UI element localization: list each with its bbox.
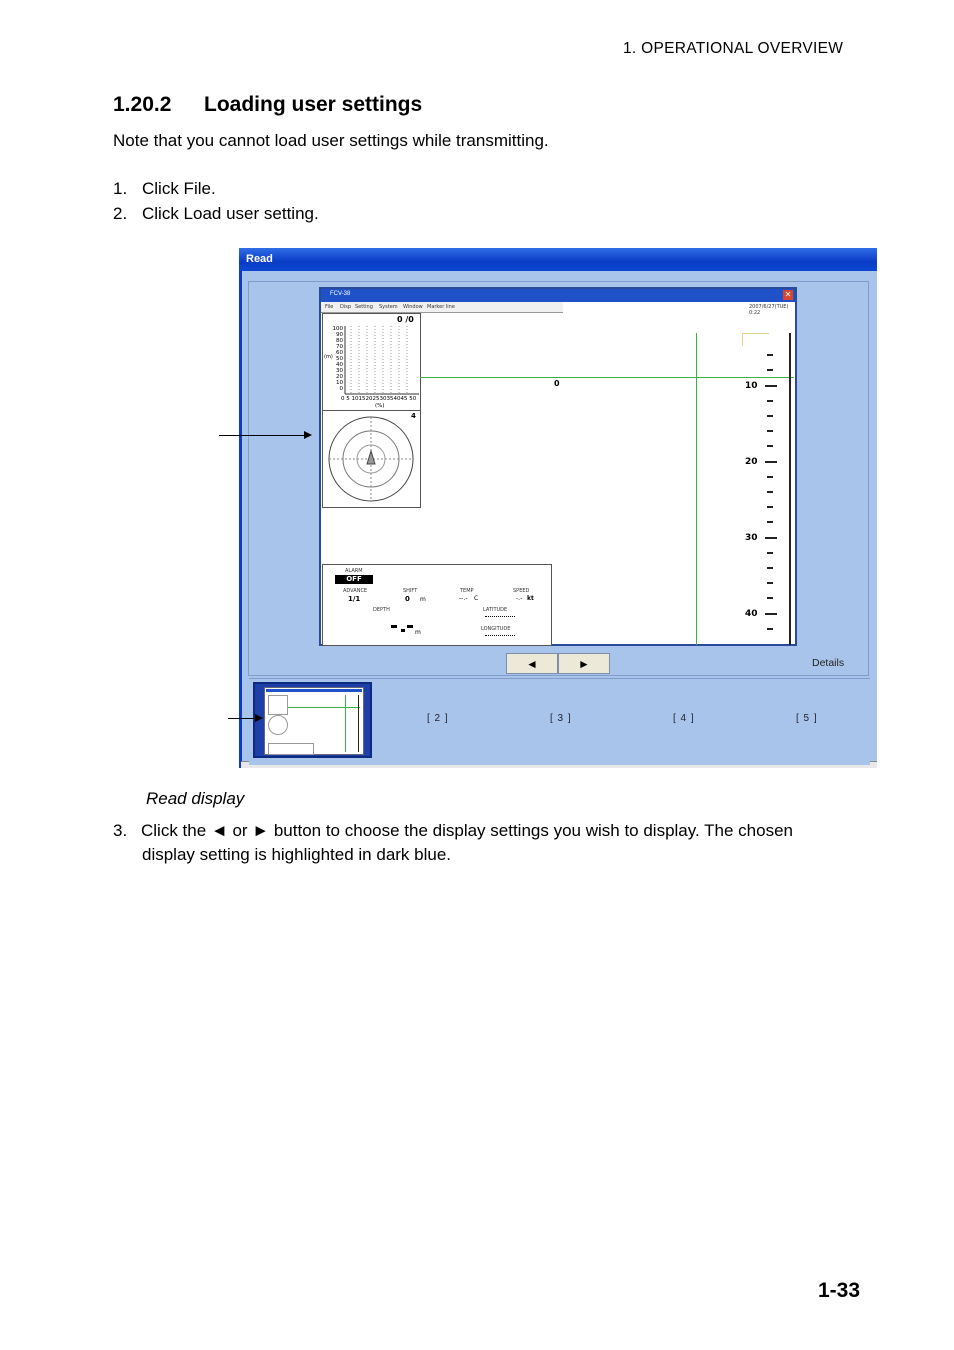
menu-setting[interactable]: Setting (355, 304, 373, 310)
shift-label: SHIFT (403, 588, 418, 594)
display-preview (319, 287, 797, 646)
speed-value: -.- (516, 595, 523, 602)
depth-dash2 (407, 625, 413, 628)
depth-marker: 0 (554, 379, 560, 388)
app-title: FCV-38 (330, 291, 351, 297)
section-title: Loading user settings (204, 93, 423, 116)
note-text: Note that you cannot load user settings while transmitting. (113, 131, 549, 150)
speed-label: SPEED (513, 588, 530, 594)
alarm-label: ALARM (345, 568, 363, 574)
window-titlebar (239, 248, 877, 271)
horizontal-marker-line (420, 377, 794, 378)
callout-line-1 (219, 435, 305, 436)
advance-label: ADVANCE (343, 588, 368, 594)
speed-unit: kt (527, 595, 534, 602)
depth-label: DEPTH (373, 607, 390, 613)
yellow-corner-mark (742, 333, 769, 346)
step-3-num: 3. (113, 821, 128, 840)
section-number: 1.20.2 (113, 93, 172, 116)
range-scale: 100 90 80 70 60 50 40 30 20 10 0 (332, 326, 343, 392)
freq-unit: (%) (375, 403, 385, 409)
menu-file[interactable]: File (325, 304, 334, 310)
thumbnail-2[interactable]: [ 2 ] (427, 713, 449, 724)
menu-system[interactable]: System (379, 304, 398, 310)
thumbnail-3[interactable]: [ 3 ] (550, 713, 572, 724)
menu-window[interactable]: Window (403, 304, 423, 310)
longitude-label: LONGITUDE (481, 626, 511, 632)
range-unit: (m) (324, 354, 333, 360)
panel-number: 4 (411, 412, 416, 420)
latitude-label: LATITUDE (483, 607, 508, 613)
depth-unit: m (415, 629, 421, 636)
window-title: Read (246, 253, 273, 265)
shift-unit: m (420, 596, 426, 603)
arrow-right-icon (304, 431, 312, 439)
freq-axis: 0 5 1015202530354045 50 (341, 396, 417, 402)
temp-value: --.- (459, 595, 468, 602)
thumbnail-preview (264, 687, 364, 755)
step-3-text-cont: display setting is highlighted in dark blue. (142, 845, 452, 864)
temp-unit: C (474, 595, 479, 602)
range-panel (322, 313, 421, 411)
figure-caption: Read display (146, 789, 245, 808)
step-2-text: Click Load user setting. (142, 204, 319, 223)
scale-label-40: 40 (745, 609, 758, 619)
next-button[interactable]: ► (558, 653, 610, 674)
step-1-num: 1. (113, 179, 128, 198)
arrow-right-icon-2 (255, 714, 263, 722)
menu-marker-line[interactable]: Marker line (427, 304, 455, 310)
depth-dash (391, 625, 397, 628)
previous-button[interactable]: ◄ (506, 653, 558, 674)
latitude-value (485, 616, 515, 617)
menu-disp[interactable]: Disp (340, 304, 352, 310)
radar-circle-icon (323, 411, 420, 507)
chapter-header: 1. OPERATIONAL OVERVIEW (623, 40, 844, 57)
longitude-value (485, 635, 515, 636)
depth-scale-ticks (765, 333, 789, 645)
page-number: 1-33 (818, 1279, 861, 1302)
advance-value: 1/1 (348, 595, 361, 603)
app-menubar (321, 302, 563, 313)
step-3-text: Click the ◄ or ► button to choose the display settings you wish to display. The chosen (141, 821, 793, 840)
depth-dot (401, 629, 405, 632)
vertical-marker-line (696, 333, 697, 645)
range-box: 0 /0 (397, 315, 414, 324)
thumbnail-1-selected[interactable] (253, 682, 372, 758)
scale-label-20: 20 (745, 457, 758, 467)
scale-label-30: 30 (745, 533, 758, 543)
scale-label-10: 10 (745, 381, 758, 391)
close-icon[interactable]: ✕ (784, 290, 792, 299)
thumbnail-4[interactable]: [ 4 ] (673, 713, 695, 724)
callout-line-2 (228, 718, 256, 719)
details-link[interactable]: Details (812, 657, 845, 669)
info-panel (322, 564, 552, 646)
app-titlebar (321, 289, 795, 302)
depth-scale-bar (789, 333, 791, 645)
step-2-num: 2. (113, 204, 128, 223)
step-1-text: Click File. (142, 179, 216, 198)
alarm-value: OFF (335, 575, 373, 584)
shift-value: 0 (405, 595, 410, 603)
temp-label: TEMP (460, 588, 474, 594)
thumbnail-5[interactable]: [ 5 ] (796, 713, 818, 724)
window-edge (239, 271, 242, 768)
radar-panel (322, 410, 421, 508)
date-readout: 2007/6/27(TUE) 0:22 (749, 304, 789, 316)
